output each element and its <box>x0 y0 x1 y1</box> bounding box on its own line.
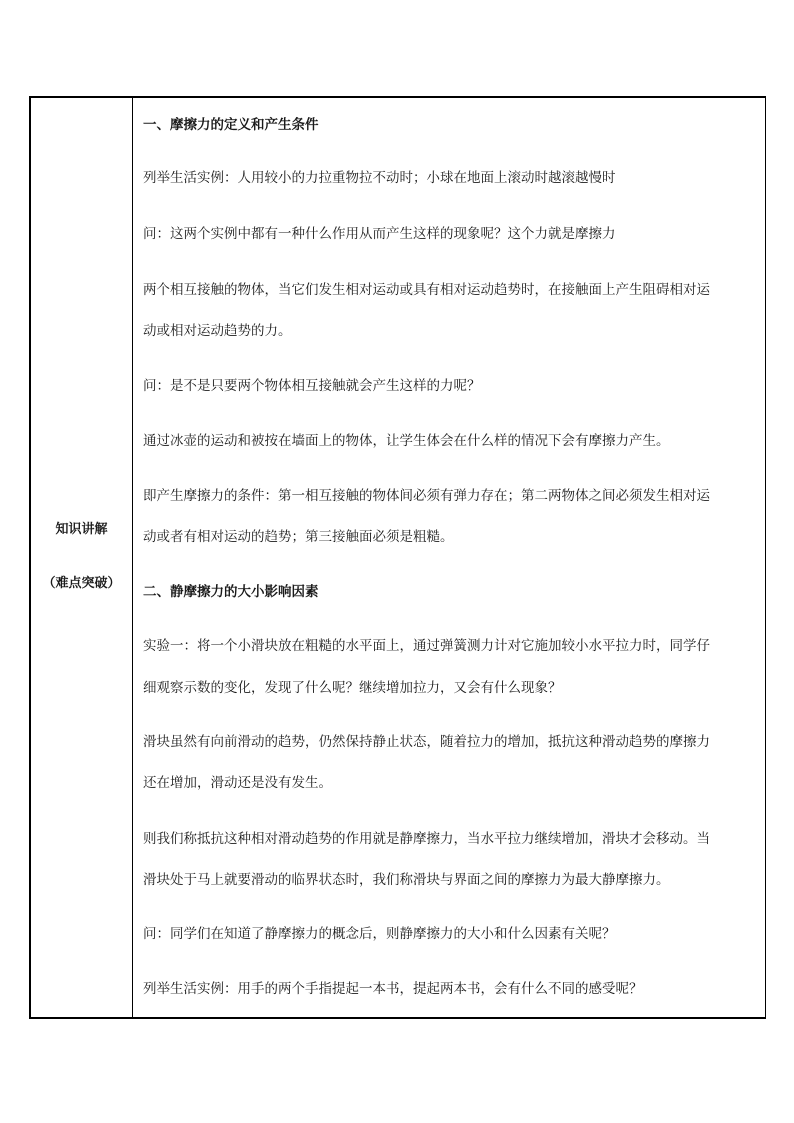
paragraph-experiment-line-1: 实验一：将一个小滑块放在粗糙的水平面上，通过弹簧测力计对它施加较小水平拉力时，同学仔 <box>143 638 710 654</box>
paragraph-example-2: 列举生活实例：用手的两个手指提起一本书，提起两本书，会有什么不同的感受呢？ <box>143 981 643 997</box>
paragraph-question-3: 问：同学们在知道了静摩擦力的概念后，则静摩擦力的大小和什么因素有关呢？ <box>143 926 616 942</box>
paragraph-definition-line-1: 两个相互接触的物体，当它们发生相对运动或具有相对运动趋势时，在接触面上产生阻碍相对运 <box>143 282 710 298</box>
paragraph-conditions-line-1: 即产生摩擦力的条件：第一相互接触的物体间必须有弹力存在；第二两物体之间必须发生相对运 <box>143 488 710 504</box>
paragraph-question-1: 问：这两个实例中都有一种什么作用从而产生这样的现象呢？这个力就是摩擦力 <box>143 226 616 242</box>
paragraph-definition-line-2: 动或相对运动趋势的力。 <box>143 323 292 339</box>
lesson-table <box>29 96 766 1019</box>
paragraph-static-friction-line-2: 滑块处于马上就要滑动的临界状态时，我们称滑块与界面之间的摩擦力为最大静摩擦力。 <box>143 872 670 888</box>
heading-static-friction: 二、静摩擦力的大小影响因素 <box>143 584 319 600</box>
content-cell <box>133 97 766 1018</box>
section-label-cell <box>30 97 133 1018</box>
section-title: 知识讲解 <box>55 522 108 537</box>
paragraph-slider-line-1: 滑块虽然有向前滑动的趋势，仍然保持静止状态，随着拉力的增加，抵抗这种滑动趋势的摩擦力 <box>143 734 710 750</box>
paragraph-static-friction-line-1: 则我们称抵抗这种相对滑动趋势的作用就是静摩擦力，当水平拉力继续增加，滑块才会移动。当 <box>143 831 710 847</box>
paragraph-conditions-line-2: 动或者有相对运动的趋势；第三接触面必须是粗糙。 <box>143 529 454 545</box>
paragraph-slider-line-2: 还在增加，滑动还是没有发生。 <box>143 775 332 791</box>
heading-friction-definition: 一、摩擦力的定义和产生条件 <box>143 117 319 133</box>
section-subtitle: （难点突破） <box>42 576 121 591</box>
paragraph-example-1: 列举生活实例：人用较小的力拉重物拉不动时；小球在地面上滚动时越滚越慢时 <box>143 170 616 186</box>
paragraph-question-2: 问：是不是只要两个物体相互接触就会产生这样的力呢？ <box>143 378 481 394</box>
paragraph-experiment-line-2: 细观察示数的变化，发现了什么呢？继续增加拉力，又会有什么现象？ <box>143 680 562 696</box>
paragraph-curling-example: 通过冰壶的运动和被按在墙面上的物体，让学生体会在什么样的情况下会有摩擦力产生。 <box>143 433 670 449</box>
